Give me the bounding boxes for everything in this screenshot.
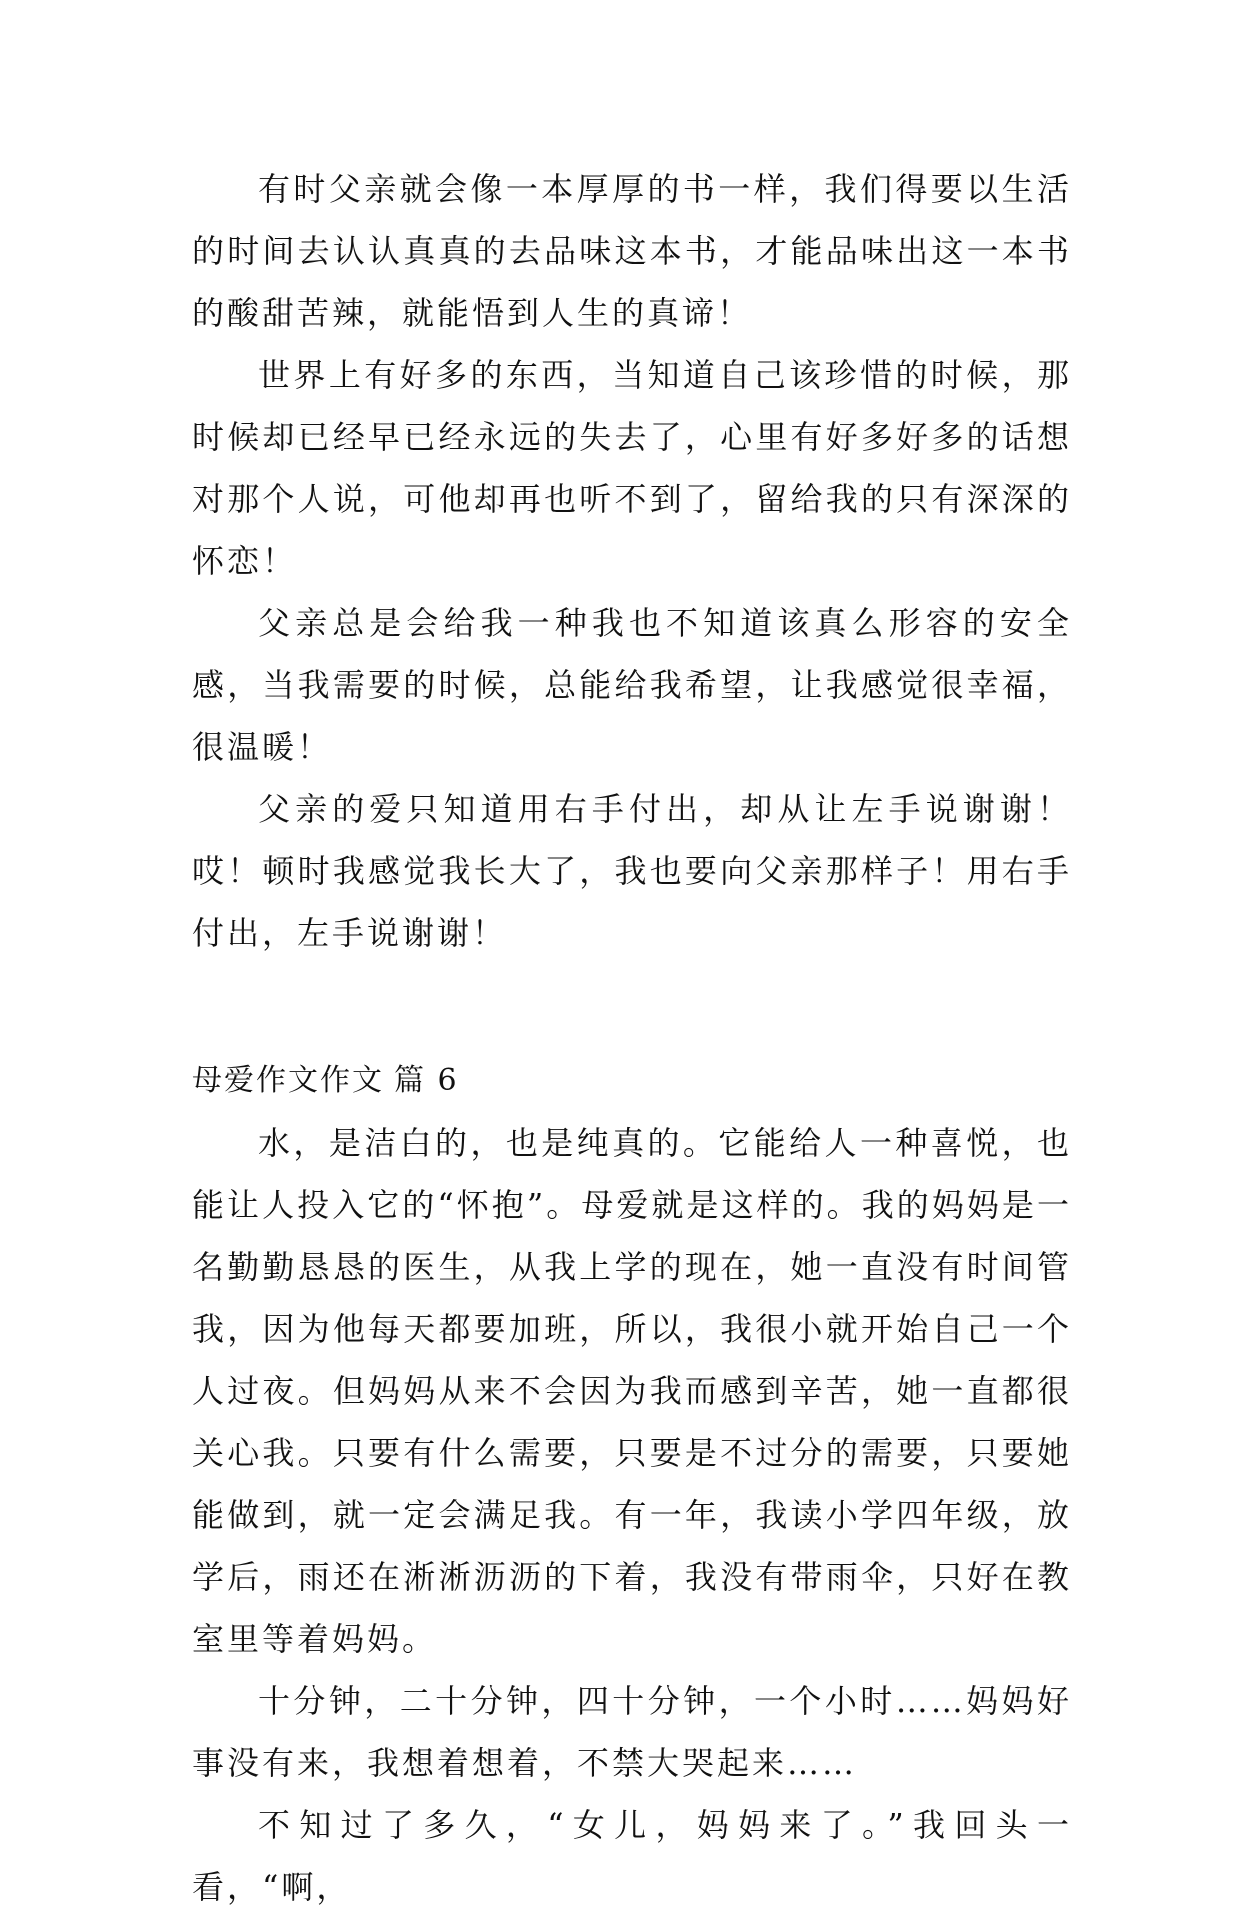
section-heading	[192, 1050, 1072, 1112]
section-title: 母爱作文作文	[192, 1063, 384, 1098]
paragraph: 水，是洁白的，也是纯真的。它能给人一种喜悦，也能让人投入它的“怀抱”。母爱就是这样的。我的妈妈是一名勤勤恳恳的医生，从我上学的现在，她一直没有时间管我，因为他每天都要加班，所以，我很小就开始自己一个人过夜。但妈妈从来不会因为我而感到辛苦，她一直都很关心我。只要有什么需要，只要是不过分的需要，只要她能做到，就一定会满足我。有一年，我读小学四年级，放学后，雨还在淅淅沥沥的下着，我没有带雨伞，只好在教室里等着妈妈。	[192, 1124, 1072, 1658]
paragraph: 有时父亲就会像一本厚厚的书一样，我们得要以生活的时间去认认真真的去品味这本书，才能品味出这一本书的酸甜苦辣，就能悟到人生的真谛！	[192, 170, 1072, 332]
paragraph: 世界上有好多的东西，当知道自己该珍惜的时候，那时候却已经早已经永远的失去了，心里有好多好多的话想对那个人说，可他却再也听不到了，留给我的只有深深的怀恋！	[192, 356, 1072, 580]
section-number: 篇 6	[394, 1063, 459, 1098]
document-body	[192, 158, 1072, 1918]
paragraph: 父亲的爱只知道用右手付出，却从让左手说谢谢！哎！顿时我感觉我长大了，我也要向父亲那样子！用右手付出，左手说谢谢！	[192, 790, 1072, 952]
paragraph: 不知过了多久，“女儿，妈妈来了。”我回头一看，“啊，	[192, 1806, 1072, 1906]
paragraph: 十分钟，二十分钟，四十分钟，一个小时……妈妈好事没有来，我想着想着，不禁大哭起来……	[192, 1682, 1072, 1782]
paragraph: 父亲总是会给我一种我也不知道该真么形容的安全感，当我需要的时候，总能给我希望，让我感觉很幸福，很温暖！	[192, 604, 1072, 766]
